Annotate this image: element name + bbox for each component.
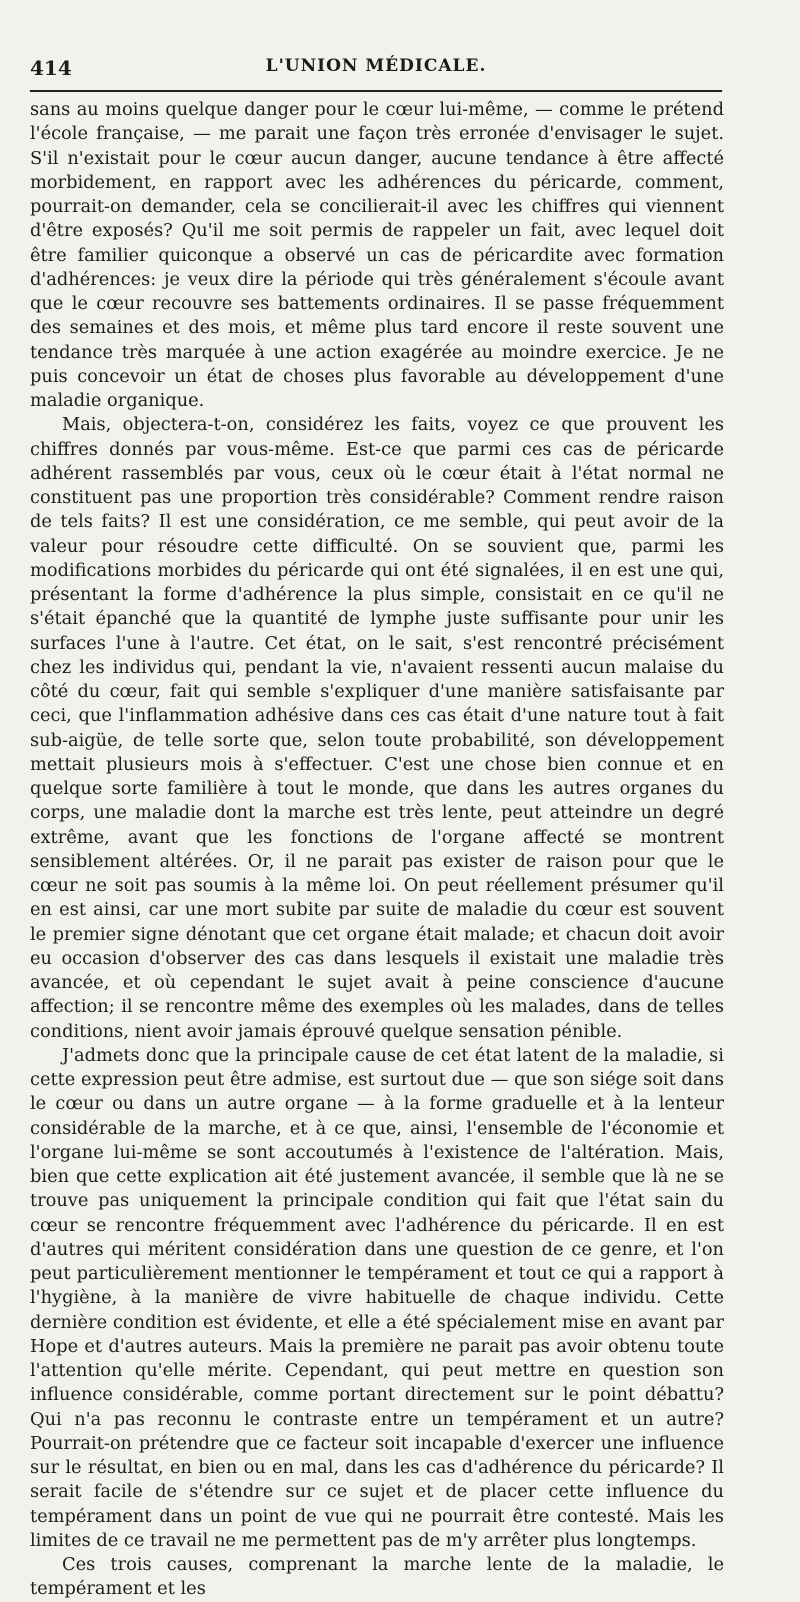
- body-text: [30, 98, 724, 1602]
- paragraph-continuation: sans au moins quelque danger pour le cœur lui-même, — comme le prétend l'école française, — me parait une façon très erronée d'envisager le sujet. S'il n'existait pour le cœur aucun danger, aucune tendance à être affecté morbidement, en rapport avec les adhérences du péricarde, comment, pourrait-on demander, cela se concilierait-il avec les chiffres qui viennent d'être exposés? Qu'il me soit permis de rappeler un fait, avec lequel doit être familier quiconque a observé un cas de péricardite avec formation d'adhérences: je veux dire la période qui très généralement s'écoule avant que le cœur recouvre ses battements ordinaires. Il se passe fréquemment des semaines et des mois, et même plus tard encore il reste souvent une tendance très marquée à une action exagérée au moindre exercice. Je ne puis concevoir un état de choses plus favorable au développement d'une maladie organique.: [30, 99, 724, 411]
- page-number: 414: [30, 56, 72, 80]
- header-rule: [30, 90, 722, 92]
- page-header: [30, 54, 722, 84]
- paragraph: Mais, objectera-t-on, considérez les faits, voyez ce que prouvent les chiffres donnés par vous-même. Est-ce que parmi ces cas de péricarde adhérent rassemblés par vous, ceux où le cœur était à l'état normal ne constituent pas une proportion très considérable? Comment rendre raison de tels faits? Il est une considération, ce me semble, qui peut avoir de la valeur pour résoudre cette difficulté. On se souvient que, parmi les modifications morbides du péricarde qui ont été signalées, il en est une qui, présentant la forme d'adhérence la plus simple, consistait en ce qu'il ne s'était épanché que la quantité de lymphe juste suffisante pour unir les surfaces l'une à l'autre. Cet état, on le sait, s'est rencontré précisément chez les individus qui, pendant la vie, n'avaient ressenti aucun malaise du côté du cœur, fait qui semble s'expliquer d'une manière satisfaisante par ceci, que l'inflammation adhésive dans ces cas était d'une nature tout à fait sub-aigüe, de telle sorte que, selon toute probabilité, son développement mettait plusieurs mois à s'effectuer. C'est une chose bien connue et en quelque sorte familière à tout le monde, que dans les autres organes du corps, une maladie dont la marche est très lente, peut atteindre un degré extrême, avant que les fonctions de l'organe affecté se montrent sensiblement altérées. Or, il ne parait pas exister de raison pour que le cœur ne soit pas soumis à la même loi. On peut réellement présumer qu'il en est ainsi, car une mort subite par suite de maladie du cœur est souvent le premier signe dénotant que cet organe était malade; et chacun doit avoir eu occasion d'observer des cas dans lesquels il existait une maladie très avancée, et où cependant le sujet avait à peine conscience d'aucune affection; il se rencontre même des exemples où les malades, dans de telles conditions, nient avoir jamais éprouvé quelque sensation pénible.: [30, 414, 724, 1042]
- paragraph: Ces trois causes, comprenant la marche lente de la maladie, le tempérament et les: [30, 1554, 724, 1600]
- running-title: L'UNION MÉDICALE.: [265, 56, 487, 76]
- paragraph: J'admets donc que la principale cause de cet état latent de la maladie, si cette expression peut être admise, est surtout due — que son siége soit dans le cœur ou dans un autre organe — à la forme graduelle et à la lenteur considérable de la marche, et à ce que, ainsi, l'ensemble de l'économie et l'organe lui-même se sont accoutumés à l'existence de l'altération. Mais, bien que cette explication ait été justement avancée, il semble que là ne se trouve pas uniquement la principale condition qui fait que l'état sain du cœur se rencontre fréquemment avec l'adhérence du péricarde. Il en est d'autres qui méritent considération dans une question de ce genre, et l'on peut particulièrement mentionner le tempérament et tout ce qui a rapport à l'hygiène, à la manière de vivre habituelle de chaque individu. Cette dernière condition est évidente, et elle a été spécialement mise en avant par Hope et d'autres auteurs. Mais la première ne parait pas avoir obtenu toute l'attention qu'elle mérite. Cependant, qui peut mettre en question son influence considérable, comme portant directement sur le point débattu? Qui n'a pas reconnu le contraste entre un tempérament et un autre? Pourrait-on prétendre que ce facteur soit incapable d'exercer une influence sur le résultat, en bien ou en mal, dans les cas d'adhérence du péricarde? Il serait facile de s'étendre sur ce sujet et de placer cette influence du tempérament dans un point de vue qui ne pourrait être contesté. Mais les limites de ce travail ne me permettent pas de m'y arrêter plus longtemps.: [30, 1044, 724, 1551]
